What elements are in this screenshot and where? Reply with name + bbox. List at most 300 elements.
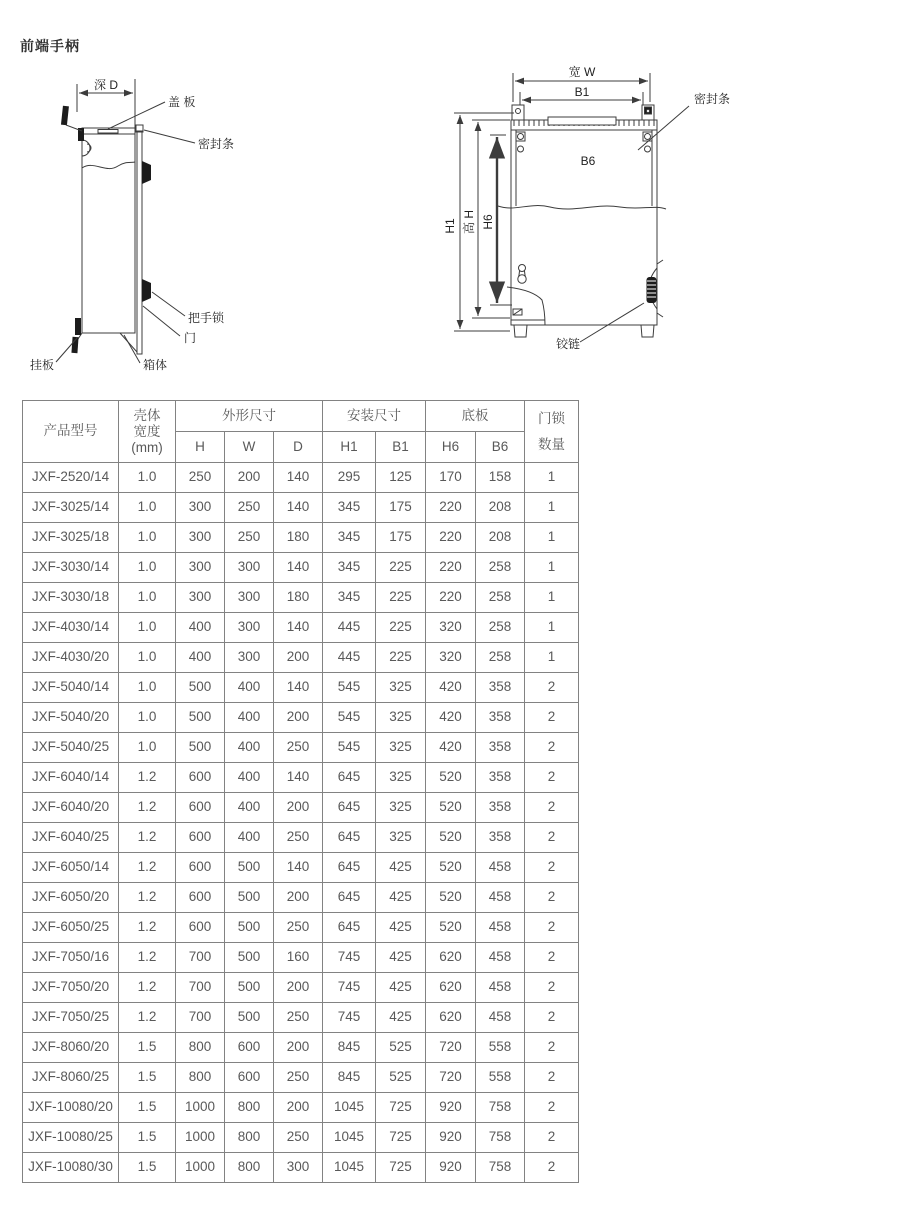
cell-H6: 520	[426, 913, 476, 943]
cell-B1: 325	[376, 703, 426, 733]
cell-model: JXF-4030/14	[23, 613, 119, 643]
cell-thickness-mm: 1.2	[119, 883, 176, 913]
cell-W: 500	[225, 943, 274, 973]
cell-W: 500	[225, 883, 274, 913]
cell-H6: 720	[426, 1063, 476, 1093]
table-row	[23, 733, 579, 763]
cell-B1: 525	[376, 1033, 426, 1063]
cell-H6: 620	[426, 943, 476, 973]
cell-H: 500	[176, 673, 225, 703]
cell-B6: 358	[476, 733, 525, 763]
cell-thickness-mm: 1.0	[119, 643, 176, 673]
table-row	[23, 883, 579, 913]
header-lock-line2: 数量	[538, 436, 566, 452]
cell-D: 250	[274, 823, 323, 853]
cell-W: 200	[225, 463, 274, 493]
cell-B1: 425	[376, 943, 426, 973]
cell-H: 400	[176, 643, 225, 673]
h1-label: H1	[443, 218, 457, 234]
cell-B1: 425	[376, 913, 426, 943]
cell-H6: 320	[426, 613, 476, 643]
cell-lock-count: 2	[525, 943, 579, 973]
cell-thickness-mm: 1.5	[119, 1063, 176, 1093]
cell-W: 800	[225, 1153, 274, 1183]
cell-thickness-mm: 1.2	[119, 763, 176, 793]
cell-D: 200	[274, 973, 323, 1003]
cell-B6: 358	[476, 793, 525, 823]
cell-model: JXF-5040/20	[23, 703, 119, 733]
cell-D: 140	[274, 853, 323, 883]
cell-B1: 525	[376, 1063, 426, 1093]
cell-thickness-mm: 1.2	[119, 973, 176, 1003]
cell-D: 250	[274, 1003, 323, 1033]
cell-H6: 520	[426, 853, 476, 883]
cell-H: 600	[176, 883, 225, 913]
cell-model: JXF-10080/30	[23, 1153, 119, 1183]
cell-model: JXF-5040/25	[23, 733, 119, 763]
box-body-label: 箱体	[143, 358, 168, 372]
header-H1: H1	[323, 432, 376, 463]
handle-lock-label: 把手锁	[188, 311, 225, 325]
seal-strip-label: 密封条	[694, 92, 731, 106]
header-thickness-line3: (mm)	[131, 439, 163, 455]
table-row	[23, 1093, 579, 1123]
table-row	[23, 973, 579, 1003]
cell-D: 140	[274, 463, 323, 493]
cell-lock-count: 1	[525, 613, 579, 643]
cell-B6: 758	[476, 1123, 525, 1153]
table-row	[23, 913, 579, 943]
side-view-diagram	[20, 76, 270, 376]
cell-D: 200	[274, 1033, 323, 1063]
cell-model: JXF-7050/25	[23, 1003, 119, 1033]
cell-lock-count: 1	[525, 583, 579, 613]
cell-W: 300	[225, 553, 274, 583]
cell-B6: 358	[476, 823, 525, 853]
header-model: 产品型号	[23, 401, 119, 463]
page-title: 前端手柄	[20, 38, 80, 54]
cell-B6: 258	[476, 553, 525, 583]
cell-lock-count: 2	[525, 883, 579, 913]
cell-thickness-mm: 1.2	[119, 853, 176, 883]
cell-B6: 208	[476, 523, 525, 553]
cell-D: 140	[274, 613, 323, 643]
cell-thickness-mm: 1.0	[119, 673, 176, 703]
cell-lock-count: 2	[525, 823, 579, 853]
cell-D: 200	[274, 643, 323, 673]
cell-lock-count: 1	[525, 493, 579, 523]
cell-model: JXF-6050/14	[23, 853, 119, 883]
cell-lock-count: 1	[525, 553, 579, 583]
header-lock-line1: 门锁	[538, 410, 566, 426]
cell-W: 500	[225, 853, 274, 883]
cell-thickness-mm: 1.5	[119, 1153, 176, 1183]
cell-W: 400	[225, 763, 274, 793]
cell-H: 600	[176, 763, 225, 793]
cell-D: 250	[274, 913, 323, 943]
header-install-dims: 安装尺寸	[323, 401, 426, 432]
cell-B1: 175	[376, 493, 426, 523]
cell-lock-count: 2	[525, 1123, 579, 1153]
cell-thickness-mm: 1.5	[119, 1033, 176, 1063]
cell-H: 250	[176, 463, 225, 493]
cell-W: 800	[225, 1093, 274, 1123]
header-H: H	[176, 432, 225, 463]
table-row	[23, 463, 579, 493]
cell-H1: 345	[323, 553, 376, 583]
table-row	[23, 1003, 579, 1033]
cell-B6: 258	[476, 583, 525, 613]
cell-D: 250	[274, 1063, 323, 1093]
cell-B6: 158	[476, 463, 525, 493]
cell-thickness-mm: 1.0	[119, 463, 176, 493]
cell-W: 600	[225, 1033, 274, 1063]
cell-H6: 520	[426, 763, 476, 793]
cell-model: JXF-8060/25	[23, 1063, 119, 1093]
header-B1: B1	[376, 432, 426, 463]
cell-H: 600	[176, 793, 225, 823]
cell-B6: 758	[476, 1153, 525, 1183]
cell-H: 300	[176, 523, 225, 553]
depth-label: 深 D	[93, 78, 119, 92]
cell-B1: 425	[376, 883, 426, 913]
cell-H1: 845	[323, 1033, 376, 1063]
cell-B1: 125	[376, 463, 426, 493]
cell-H6: 220	[426, 553, 476, 583]
door-label: 门	[184, 331, 197, 345]
cell-D: 250	[274, 733, 323, 763]
cell-thickness-mm: 1.0	[119, 553, 176, 583]
cell-H1: 1045	[323, 1153, 376, 1183]
cell-H1: 1045	[323, 1093, 376, 1123]
cell-H6: 620	[426, 973, 476, 1003]
cell-H6: 620	[426, 1003, 476, 1033]
cell-D: 200	[274, 703, 323, 733]
cell-model: JXF-7050/16	[23, 943, 119, 973]
cell-H1: 645	[323, 853, 376, 883]
cell-H: 600	[176, 823, 225, 853]
cell-H1: 845	[323, 1063, 376, 1093]
cell-D: 160	[274, 943, 323, 973]
cell-model: JXF-3030/14	[23, 553, 119, 583]
cell-H: 700	[176, 1003, 225, 1033]
cell-B1: 425	[376, 853, 426, 883]
table-row	[23, 1123, 579, 1153]
cell-D: 250	[274, 1123, 323, 1153]
cell-H6: 220	[426, 523, 476, 553]
cell-H6: 420	[426, 733, 476, 763]
hinge-shape	[647, 277, 657, 303]
cell-model: JXF-5040/14	[23, 673, 119, 703]
cell-D: 180	[274, 583, 323, 613]
enclosure-side-outline	[76, 125, 143, 354]
cell-thickness-mm: 1.0	[119, 583, 176, 613]
cell-W: 300	[225, 583, 274, 613]
cell-model: JXF-10080/25	[23, 1123, 119, 1153]
cell-thickness-mm: 1.5	[119, 1123, 176, 1153]
cell-B6: 358	[476, 673, 525, 703]
cell-H1: 345	[323, 583, 376, 613]
header-W: W	[225, 432, 274, 463]
cell-H: 400	[176, 613, 225, 643]
cell-lock-count: 1	[525, 463, 579, 493]
cell-H6: 720	[426, 1033, 476, 1063]
cell-H6: 520	[426, 793, 476, 823]
cell-B1: 175	[376, 523, 426, 553]
cell-B1: 225	[376, 553, 426, 583]
cell-H1: 445	[323, 613, 376, 643]
table-row	[23, 943, 579, 973]
hinge-label: 铰链	[556, 337, 581, 351]
cell-W: 400	[225, 703, 274, 733]
cell-H6: 420	[426, 673, 476, 703]
cell-model: JXF-3025/18	[23, 523, 119, 553]
cell-thickness-mm: 1.2	[119, 823, 176, 853]
cell-B6: 458	[476, 1003, 525, 1033]
cell-B6: 458	[476, 973, 525, 1003]
hang-plate-label: 挂板	[30, 358, 55, 372]
header-lock-count	[525, 401, 579, 463]
cell-H1: 545	[323, 703, 376, 733]
cell-B6: 458	[476, 913, 525, 943]
cell-lock-count: 2	[525, 973, 579, 1003]
b1-label: B1	[574, 85, 590, 99]
cell-D: 140	[274, 673, 323, 703]
cell-lock-count: 2	[525, 733, 579, 763]
cell-B1: 725	[376, 1093, 426, 1123]
table-row	[23, 583, 579, 613]
table-row	[23, 493, 579, 523]
cell-B1: 325	[376, 673, 426, 703]
table-row	[23, 793, 579, 823]
cell-B1: 325	[376, 733, 426, 763]
cell-lock-count: 1	[525, 523, 579, 553]
cell-H: 600	[176, 853, 225, 883]
cell-model: JXF-6050/20	[23, 883, 119, 913]
cell-H6: 220	[426, 493, 476, 523]
cell-H: 1000	[176, 1123, 225, 1153]
cell-H: 300	[176, 553, 225, 583]
cell-H: 700	[176, 943, 225, 973]
table-row	[23, 613, 579, 643]
cell-H1: 345	[323, 523, 376, 553]
cell-model: JXF-10080/20	[23, 1093, 119, 1123]
cell-D: 140	[274, 763, 323, 793]
cell-H1: 645	[323, 793, 376, 823]
cell-D: 200	[274, 883, 323, 913]
cell-B6: 258	[476, 643, 525, 673]
cell-W: 250	[225, 493, 274, 523]
cell-lock-count: 2	[525, 673, 579, 703]
spec-table	[22, 400, 579, 1183]
cell-B1: 325	[376, 763, 426, 793]
cell-W: 300	[225, 643, 274, 673]
cell-B1: 425	[376, 1003, 426, 1033]
cell-B1: 325	[376, 823, 426, 853]
cell-H6: 520	[426, 823, 476, 853]
cell-H1: 345	[323, 493, 376, 523]
spec-table-body	[23, 463, 579, 1183]
cell-W: 400	[225, 793, 274, 823]
seal-strip-label: 密封条	[198, 137, 235, 151]
cell-thickness-mm: 1.0	[119, 733, 176, 763]
cell-W: 500	[225, 913, 274, 943]
cell-H1: 445	[323, 643, 376, 673]
header-thickness-line1: 壳体	[133, 407, 161, 423]
cell-H6: 420	[426, 703, 476, 733]
cell-B1: 325	[376, 793, 426, 823]
h6-label: H6	[481, 214, 495, 230]
cell-B6: 558	[476, 1033, 525, 1063]
cell-B6: 558	[476, 1063, 525, 1093]
cell-lock-count: 2	[525, 1153, 579, 1183]
cell-lock-count: 2	[525, 1093, 579, 1123]
cell-thickness-mm: 1.2	[119, 943, 176, 973]
cell-B6: 458	[476, 853, 525, 883]
header-base-plate: 底板	[426, 401, 525, 432]
cell-H1: 1045	[323, 1123, 376, 1153]
header-H6: H6	[426, 432, 476, 463]
table-row	[23, 1063, 579, 1093]
cell-B6: 758	[476, 1093, 525, 1123]
cell-thickness-mm: 1.2	[119, 1003, 176, 1033]
cell-H1: 745	[323, 1003, 376, 1033]
cell-H1: 745	[323, 943, 376, 973]
header-D: D	[274, 432, 323, 463]
cell-model: JXF-6040/25	[23, 823, 119, 853]
cell-H: 1000	[176, 1093, 225, 1123]
cell-H: 300	[176, 493, 225, 523]
cell-H1: 645	[323, 823, 376, 853]
header-outer-dims: 外形尺寸	[176, 401, 323, 432]
cell-H1: 645	[323, 913, 376, 943]
cell-B6: 358	[476, 703, 525, 733]
cell-thickness-mm: 1.0	[119, 523, 176, 553]
cell-H6: 920	[426, 1093, 476, 1123]
b6-label: B6	[580, 154, 596, 168]
cell-W: 300	[225, 613, 274, 643]
table-row	[23, 1153, 579, 1183]
cell-model: JXF-6050/25	[23, 913, 119, 943]
table-row	[23, 1033, 579, 1063]
cell-lock-count: 2	[525, 703, 579, 733]
cell-lock-count: 2	[525, 853, 579, 883]
cell-H6: 920	[426, 1123, 476, 1153]
cell-model: JXF-3030/18	[23, 583, 119, 613]
cell-lock-count: 2	[525, 1003, 579, 1033]
cell-W: 400	[225, 733, 274, 763]
height-h-label: 高 H	[462, 209, 476, 235]
cell-W: 800	[225, 1123, 274, 1153]
cell-lock-count: 2	[525, 763, 579, 793]
cell-lock-count: 2	[525, 793, 579, 823]
cell-B6: 258	[476, 613, 525, 643]
cell-lock-count: 2	[525, 1033, 579, 1063]
cell-H6: 170	[426, 463, 476, 493]
leader-lines	[580, 106, 689, 342]
cell-D: 140	[274, 553, 323, 583]
cell-H6: 920	[426, 1153, 476, 1183]
cell-B1: 225	[376, 583, 426, 613]
cell-W: 500	[225, 973, 274, 1003]
cell-lock-count: 2	[525, 913, 579, 943]
table-row	[23, 643, 579, 673]
cell-H1: 545	[323, 733, 376, 763]
cell-H: 500	[176, 733, 225, 763]
cell-H: 600	[176, 913, 225, 943]
cell-W: 600	[225, 1063, 274, 1093]
cell-B1: 225	[376, 643, 426, 673]
header-B6: B6	[476, 432, 525, 463]
cell-model: JXF-4030/20	[23, 643, 119, 673]
table-row	[23, 853, 579, 883]
table-row	[23, 523, 579, 553]
cell-H1: 645	[323, 763, 376, 793]
cell-B1: 225	[376, 613, 426, 643]
cell-H: 800	[176, 1063, 225, 1093]
cell-W: 400	[225, 673, 274, 703]
cell-B1: 425	[376, 973, 426, 1003]
cell-H: 800	[176, 1033, 225, 1063]
cell-B6: 358	[476, 763, 525, 793]
cell-H1: 645	[323, 883, 376, 913]
cell-W: 500	[225, 1003, 274, 1033]
cell-thickness-mm: 1.2	[119, 913, 176, 943]
table-row	[23, 763, 579, 793]
rear-view-diagram	[430, 56, 770, 381]
cell-D: 200	[274, 793, 323, 823]
cell-D: 200	[274, 1093, 323, 1123]
table-row	[23, 673, 579, 703]
cell-H6: 520	[426, 883, 476, 913]
cell-thickness-mm: 1.0	[119, 703, 176, 733]
cell-B6: 458	[476, 943, 525, 973]
cell-H: 700	[176, 973, 225, 1003]
cell-H1: 295	[323, 463, 376, 493]
enclosure-rear-outline	[498, 105, 666, 337]
cell-lock-count: 2	[525, 1063, 579, 1093]
cell-lock-count: 1	[525, 643, 579, 673]
cell-model: JXF-8060/20	[23, 1033, 119, 1063]
cell-B6: 208	[476, 493, 525, 523]
cell-model: JXF-6040/14	[23, 763, 119, 793]
cell-H: 300	[176, 583, 225, 613]
cover-plate-label: 盖 板	[168, 95, 196, 109]
cell-thickness-mm: 1.0	[119, 493, 176, 523]
header-thickness	[119, 401, 176, 463]
table-row	[23, 703, 579, 733]
cell-thickness-mm: 1.5	[119, 1093, 176, 1123]
cell-B1: 725	[376, 1153, 426, 1183]
cell-H6: 320	[426, 643, 476, 673]
width-label: 宽 W	[568, 65, 596, 79]
cell-thickness-mm: 1.0	[119, 613, 176, 643]
cell-model: JXF-6040/20	[23, 793, 119, 823]
table-row	[23, 823, 579, 853]
cell-D: 180	[274, 523, 323, 553]
cell-H6: 220	[426, 583, 476, 613]
cell-H1: 545	[323, 673, 376, 703]
cell-W: 250	[225, 523, 274, 553]
cell-D: 140	[274, 493, 323, 523]
cell-model: JXF-2520/14	[23, 463, 119, 493]
table-row	[23, 553, 579, 583]
cell-W: 400	[225, 823, 274, 853]
cell-H1: 745	[323, 973, 376, 1003]
cell-model: JXF-7050/20	[23, 973, 119, 1003]
cell-D: 300	[274, 1153, 323, 1183]
cell-B6: 458	[476, 883, 525, 913]
